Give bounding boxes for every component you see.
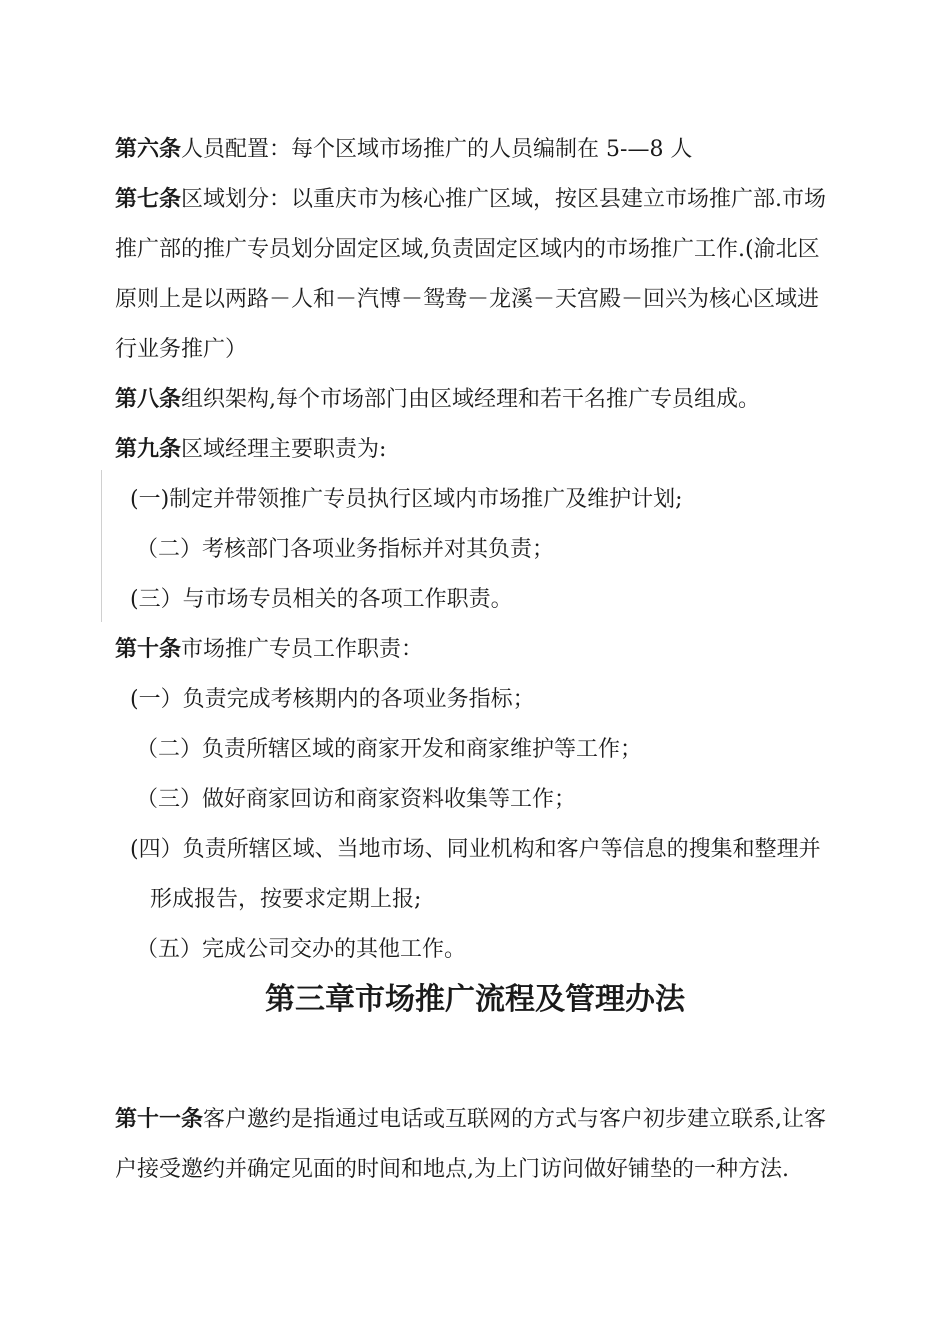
article-7 — [115, 180, 845, 220]
list-item: (四）负责所辖区域、当地市场、同业机构和客户等信息的搜集和整理并 — [130, 837, 821, 862]
list-item: （三）做好商家回访和商家资料收集等工作； — [136, 787, 577, 812]
article-label: 第七条 — [115, 187, 182, 212]
article-11-line-2: 户接受邀约并确定见面的时间和地点,为上门访问做好铺垫的一种方法. — [115, 1157, 789, 1182]
list-item: （五）完成公司交办的其他工作。 — [136, 937, 467, 962]
article-8 — [115, 380, 845, 420]
article-text: 区域经理主要职责为: — [181, 437, 387, 462]
article-9 — [115, 430, 845, 470]
article-label: 第十一条 — [115, 1107, 204, 1132]
list-item: (一）负责完成考核期内的各项业务指标； — [130, 687, 535, 712]
article-label: 第八条 — [115, 387, 182, 412]
article-label: 第六条 — [115, 137, 182, 162]
article-11 — [115, 1100, 845, 1140]
article-10 — [115, 630, 845, 670]
article-text: 人员配置：每个区域市场推广的人员编制在 5-—8 人 — [181, 137, 693, 162]
article-6 — [115, 130, 845, 170]
list-item: (一)制定并带领推广专员执行区域内市场推广及维护计划; — [130, 487, 683, 512]
list-item: (三）与市场专员相关的各项工作职责。 — [130, 587, 513, 612]
article-text: 组织架构,每个市场部门由区域经理和若干名推广专员组成。 — [181, 387, 761, 412]
article-text: 市场推广专员工作职责： — [181, 637, 424, 662]
article-text: 区域划分：以重庆市为核心推广区域，按区县建立市场推广部.市场 — [181, 187, 827, 212]
article-7-line-3: 原则上是以两路－人和－汽博－鸳鸯－龙溪－天宫殿－回兴为核心区域进 — [115, 287, 820, 312]
article-label: 第九条 — [115, 437, 182, 462]
margin-bar — [101, 470, 102, 622]
chapter-title: 第三章市场推广流程及管理办法 — [265, 982, 685, 1017]
list-item: （二）考核部门各项业务指标并对其负责； — [136, 537, 555, 562]
article-7-line-4: 行业务推广） — [115, 337, 248, 362]
list-item-continuation: 形成报告，按要求定期上报; — [150, 887, 422, 912]
list-item: （二）负责所辖区域的商家开发和商家维护等工作； — [136, 737, 643, 762]
article-7-line-2: 推广部的推广专员划分固定区域,负责固定区域内的市场推广工作.(渝北区 — [115, 237, 820, 262]
article-label: 第十条 — [115, 637, 182, 662]
article-text: 客户邀约是指通过电话或互联网的方式与客户初步建立联系,让客 — [203, 1107, 827, 1132]
